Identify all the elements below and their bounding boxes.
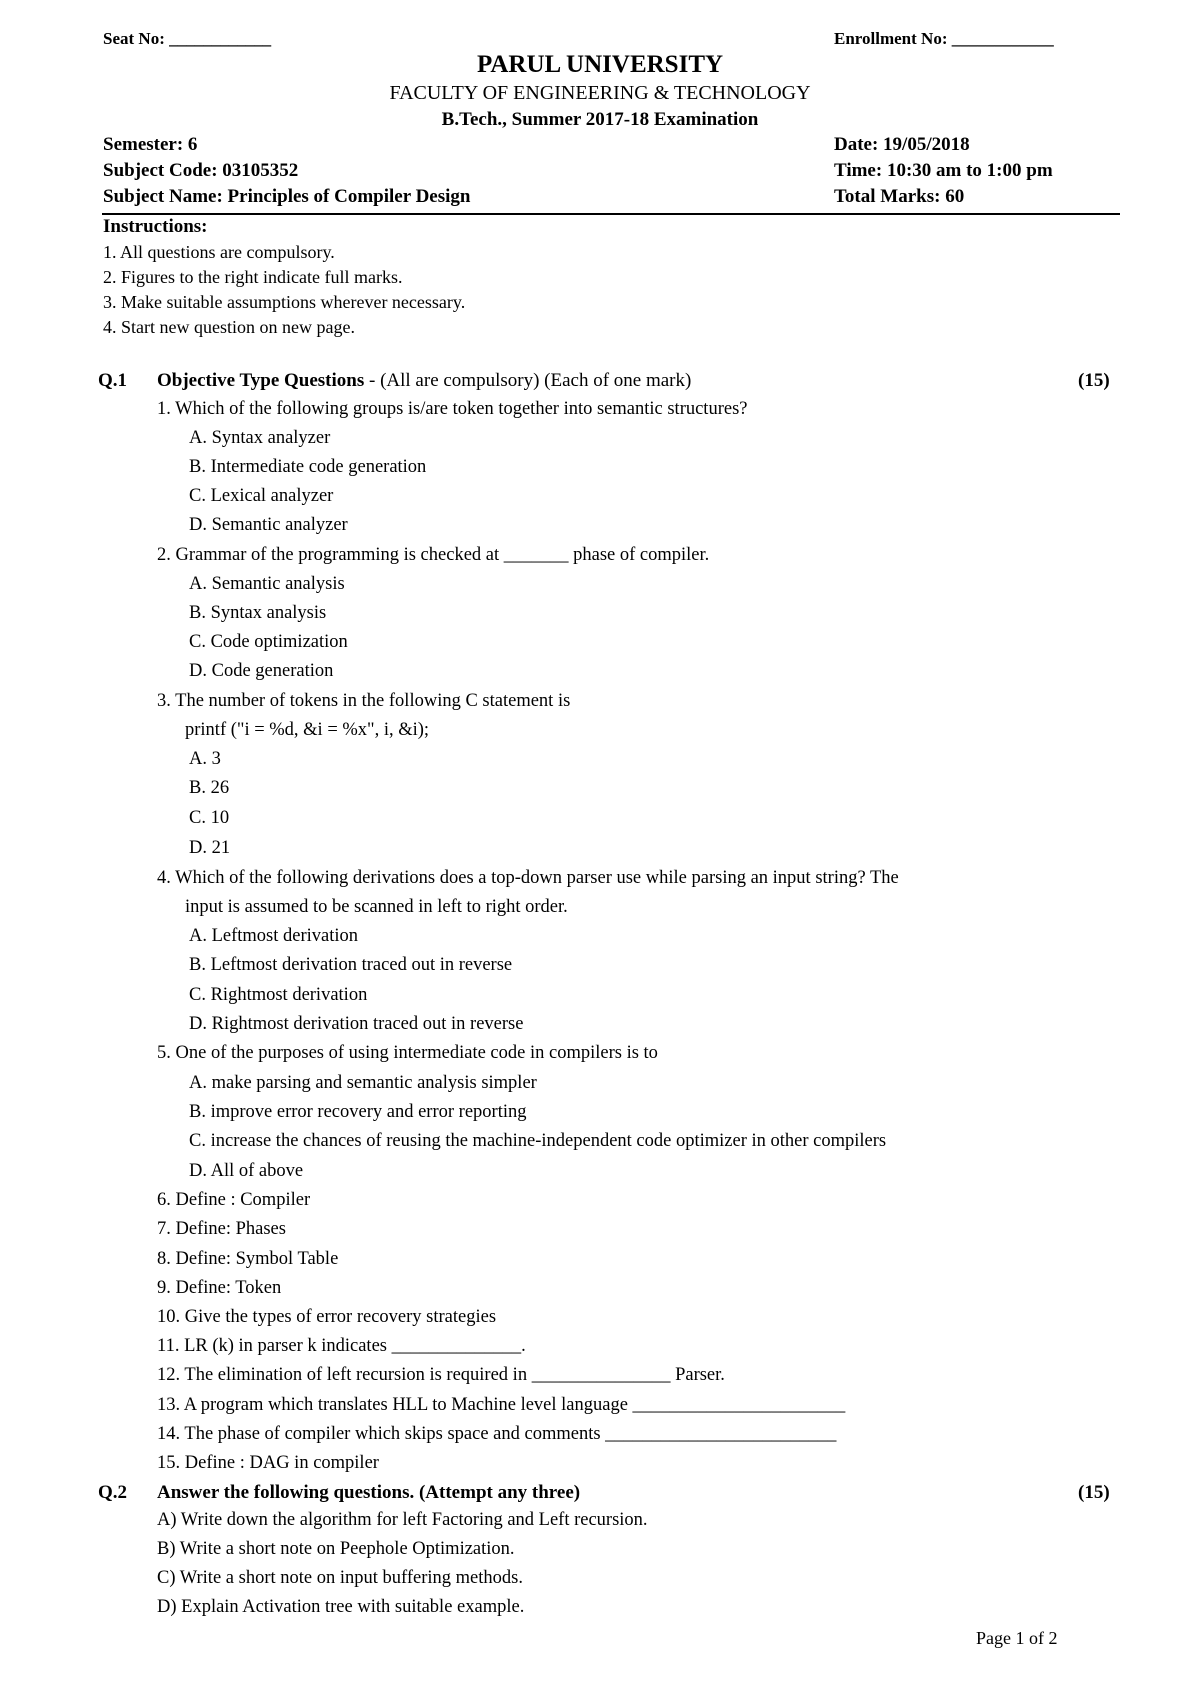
subject-name: Subject Name: Principles of Compiler Design [103, 186, 471, 207]
answer-option: A. Syntax analyzer [189, 428, 331, 448]
question-title: Answer the following questions. (Attempt any three) [157, 1482, 581, 1503]
question-item: 4. Which of the following derivations does a top-down parser use while parsing an input string? The [157, 868, 899, 888]
exam-name: B.Tech., Summer 2017-18 Examination [441, 109, 759, 130]
answer-option: C. Rightmost derivation [189, 985, 368, 1005]
page-number: Page 1 of 2 [976, 1628, 1058, 1648]
header-divider [102, 213, 1120, 215]
answer-option: A. 3 [189, 749, 221, 769]
answer-option: C. increase the chances of reusing the machine-independent code optimizer in other compilers [189, 1131, 887, 1151]
question-title: Objective Type Questions [157, 370, 365, 391]
question-note: - (All are compulsory) (Each of one mark) [364, 370, 692, 391]
instruction-item: 2. Figures to the right indicate full marks. [103, 267, 403, 287]
semester: Semester: 6 [103, 134, 198, 155]
answer-option: D. Rightmost derivation traced out in reverse [189, 1014, 524, 1034]
exam-time: Time: 10:30 am to 1:00 pm [834, 160, 1053, 181]
short-question: 7. Define: Phases [157, 1219, 286, 1239]
short-question: 6. Define : Compiler [157, 1190, 311, 1210]
faculty-name: FACULTY OF ENGINEERING & TECHNOLOGY [389, 82, 811, 104]
answer-option: A. Leftmost derivation [189, 926, 359, 946]
answer-option: B. Leftmost derivation traced out in reverse [189, 955, 513, 975]
university-name: PARUL UNIVERSITY [476, 51, 724, 78]
short-question: 14. The phase of compiler which skips space and comments _________________________ [157, 1424, 837, 1444]
question-heading [157, 370, 691, 392]
answer-option: C. 10 [189, 808, 230, 828]
question-item: A) Write down the algorithm for left Factoring and Left recursion. [157, 1510, 648, 1530]
short-question: 13. A program which translates HLL to Machine level language _______________________ [157, 1395, 846, 1415]
subject-code: Subject Code: 03105352 [103, 160, 299, 181]
short-question: 12. The elimination of left recursion is required in _______________ Parser. [157, 1365, 725, 1385]
question-item: D) Explain Activation tree with suitable example. [157, 1597, 525, 1617]
answer-option: D. Semantic analyzer [189, 515, 348, 535]
code-snippet: printf ("i = %d, &i = %x", i, &i); [185, 720, 430, 740]
instruction-item: 3. Make suitable assumptions wherever necessary. [103, 292, 466, 312]
answer-option: D. 21 [189, 838, 231, 858]
answer-option: B. improve error recovery and error reporting [189, 1102, 527, 1122]
question-number: Q.1 [98, 370, 128, 391]
short-question: 9. Define: Token [157, 1278, 282, 1298]
question-marks: (15) [1078, 1482, 1110, 1503]
question-item: 5. One of the purposes of using intermediate code in compilers is to [157, 1043, 658, 1063]
answer-option: C. Lexical analyzer [189, 486, 334, 506]
answer-option: B. Syntax analysis [189, 603, 327, 623]
question-marks: (15) [1078, 370, 1110, 391]
answer-option: B. Intermediate code generation [189, 457, 427, 477]
question-item: B) Write a short note on Peephole Optimization. [157, 1539, 515, 1559]
answer-option: C. Code optimization [189, 632, 348, 652]
answer-option: D. Code generation [189, 661, 334, 681]
short-question: 15. Define : DAG in compiler [157, 1453, 379, 1473]
exam-date: Date: 19/05/2018 [834, 134, 970, 155]
answer-option: A. Semantic analysis [189, 574, 345, 594]
total-marks: Total Marks: 60 [834, 186, 965, 207]
enrollment-number: Enrollment No: ____________ [834, 29, 1054, 48]
answer-option: D. All of above [189, 1161, 304, 1181]
seat-number: Seat No: ____________ [103, 29, 272, 48]
question-item: 3. The number of tokens in the following C statement is [157, 691, 571, 711]
question-item: 2. Grammar of the programming is checked at _______ phase of compiler. [157, 545, 710, 565]
question-item: 1. Which of the following groups is/are token together into semantic structures? [157, 399, 748, 419]
question-item: C) Write a short note on input buffering methods. [157, 1568, 523, 1588]
instruction-item: 1. All questions are compulsory. [103, 242, 335, 262]
short-question: 10. Give the types of error recovery strategies [157, 1307, 497, 1327]
question-continuation: input is assumed to be scanned in left to right order. [185, 897, 568, 917]
answer-option: A. make parsing and semantic analysis simpler [189, 1073, 537, 1093]
short-question: 8. Define: Symbol Table [157, 1249, 339, 1269]
answer-option: B. 26 [189, 778, 230, 798]
instructions-title: Instructions: [103, 216, 208, 237]
short-question: 11. LR (k) in parser k indicates ______________. [157, 1336, 526, 1356]
question-number: Q.2 [98, 1482, 128, 1503]
instruction-item: 4. Start new question on new page. [103, 317, 355, 337]
